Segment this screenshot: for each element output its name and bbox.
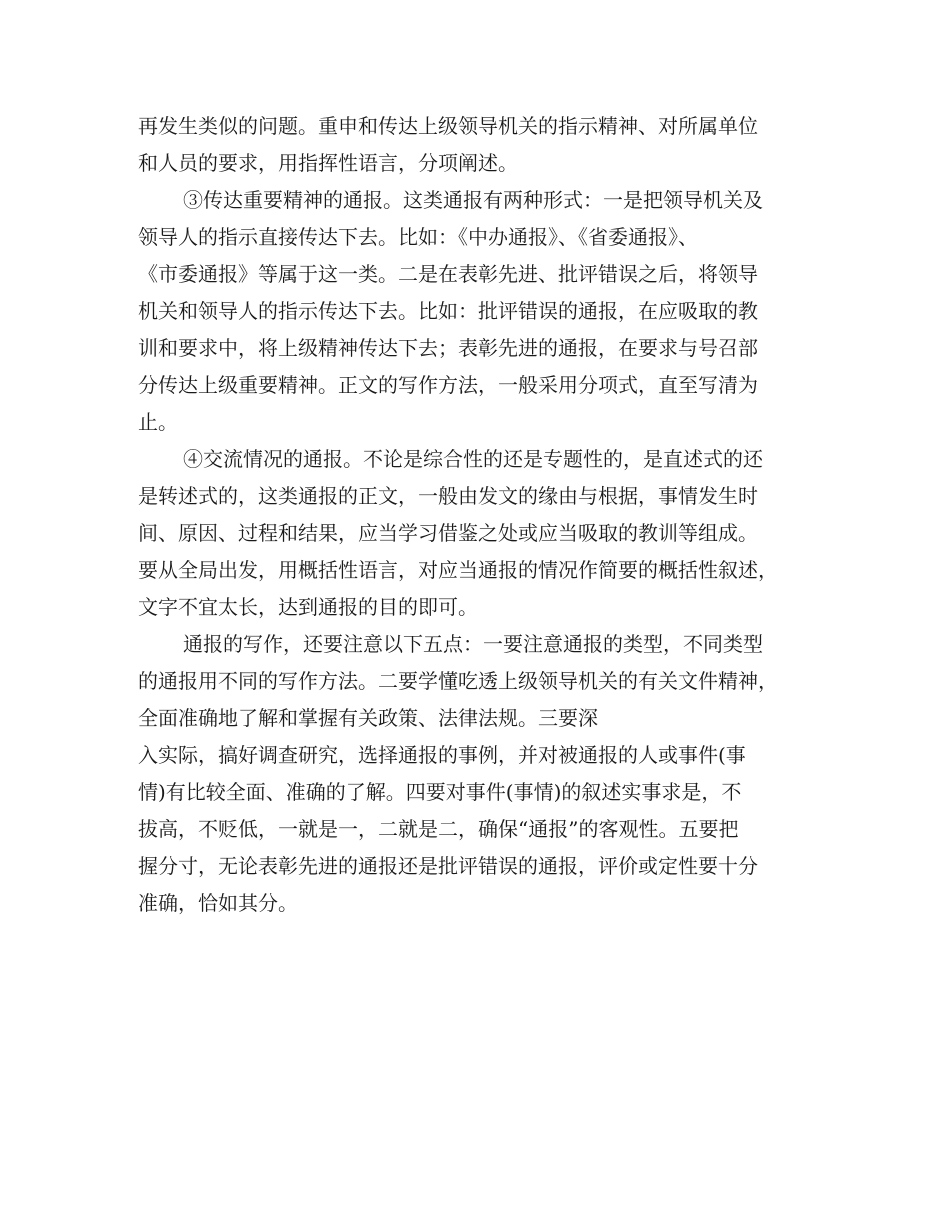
text-line: 入实际，搞好调查研究，选择通报的事例，并对被通报的人或事件(事 [138, 743, 746, 767]
text-line: 是转述式的，这类通报的正文，一般由发文的缘由与根据，事情发生时 [138, 484, 758, 508]
text-line: 握分寸，无论表彰先进的通报还是批评错误的通报，评价或定性要十分 [138, 854, 758, 878]
text-line: 全面准确地了解和掌握有关政策、法律法规。三要深 [138, 706, 598, 730]
text-line: 止。 [138, 410, 178, 434]
text-line: 和人员的要求，用指挥性语言，分项阐述。 [138, 151, 518, 175]
text-line: 文字不宜太长，达到通报的目的即可。 [138, 595, 478, 619]
text-line: 的通报用不同的写作方法。二要学懂吃透上级领导机关的有关文件精神， [138, 669, 778, 693]
text-line: 训和要求中，将上级精神传达下去；表彰先进的通报，在要求与号召部 [138, 336, 758, 360]
text-line: 再发生类似的问题。重申和传达上级领导机关的指示精神、对所属单位 [138, 114, 758, 138]
text-line: 准确，恰如其分。 [138, 891, 298, 915]
text-line: 通报的写作，还要注意以下五点：一要注意通报的类型，不同类型 [183, 632, 763, 656]
text-line: 间、原因、过程和结果，应当学习借鉴之处或应当吸取的教训等组成。 [138, 521, 758, 545]
text-line: 要从全局出发，用概括性语言，对应当通报的情况作简要的概括性叙述， [138, 558, 778, 582]
text-line: 机关和领导人的指示传达下去。比如：批评错误的通报，在应吸取的教 [138, 299, 758, 323]
text-line: 领导人的指示直接传达下去。比如：《中办通报》、《省委通报》、 [138, 225, 698, 249]
text-line: ③传达重要精神的通报。这类通报有两种形式：一是把领导机关及 [183, 188, 763, 212]
text-line: 分传达上级重要精神。正文的写作方法，一般采用分项式，直至写清为 [138, 373, 758, 397]
text-line: 拔高，不贬低，一就是一，二就是二，确保“通报”的客观性。五要把 [138, 817, 739, 841]
text-line: ④交流情况的通报。不论是综合性的还是专题性的，是直述式的还 [183, 447, 763, 471]
body-text [138, 108, 818, 922]
text-line: 《市委通报》等属于这一类。二是在表彰先进、批评错误之后，将领导 [138, 262, 758, 286]
text-line: 情)有比较全面、准确的了解。四要对事件(事情)的叙述实事求是，不 [138, 780, 742, 804]
